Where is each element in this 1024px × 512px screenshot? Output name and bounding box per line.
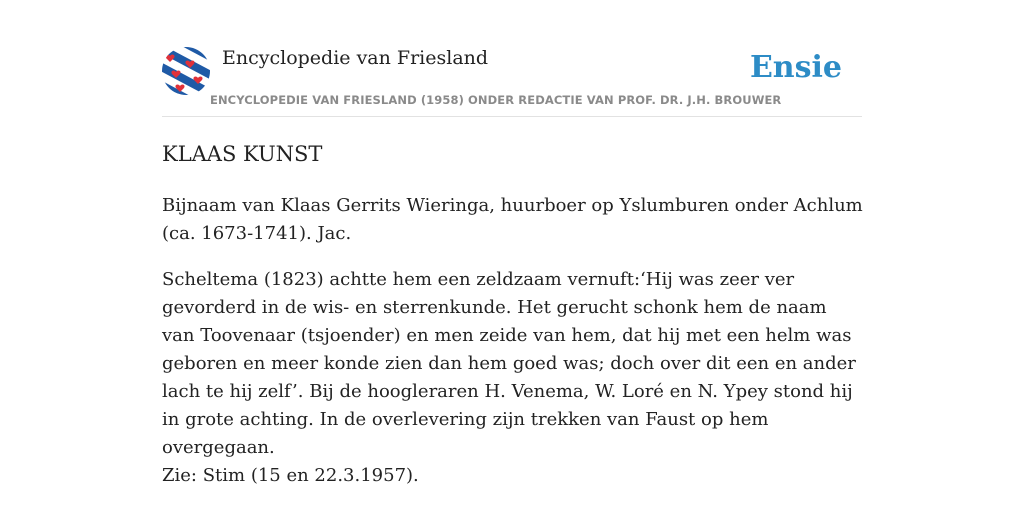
- article-paragraph-2: Scheltema (1823) achtte hem een zeldzaam vernuft:‘Hij was zeer ver gevorderd in de wis- en sterrenkunde. Het gerucht schonk hem de naam van Toovenaar (tsjoender) en men zeide van hem, dat hij met een helm was geboren en meer konde zien dan hem goed was; doch over dit een en ander lach te hij zelf’. Bij de hoogleraren H. Venema, W. Loré en N. Ypey stond hij in grote achting. In de overlevering zijn trekken van Faust op hem overgegaan.: [162, 269, 856, 458]
- site-header: [162, 0, 862, 117]
- site-title[interactable]: Encyclopedie van Friesland: [222, 47, 489, 69]
- article-paragraph-1: Bijnaam van Klaas Gerrits Wieringa, huurboer op Yslumburen onder Achlum (ca. 1673-1741). Jac.: [162, 195, 863, 244]
- frisian-flag-icon[interactable]: [162, 47, 210, 95]
- article-reference: Zie: Stim (15 en 22.3.1957).: [162, 465, 419, 486]
- page: [162, 0, 862, 512]
- site-subtitle: ENCYCLOPEDIE VAN FRIESLAND (1958) ONDER REDACTIE VAN PROF. DR. J.H. BROUWER: [210, 93, 782, 107]
- ensie-brand-logo[interactable]: Ensie: [749, 50, 842, 85]
- article-title: KLAAS KUNST: [162, 142, 323, 166]
